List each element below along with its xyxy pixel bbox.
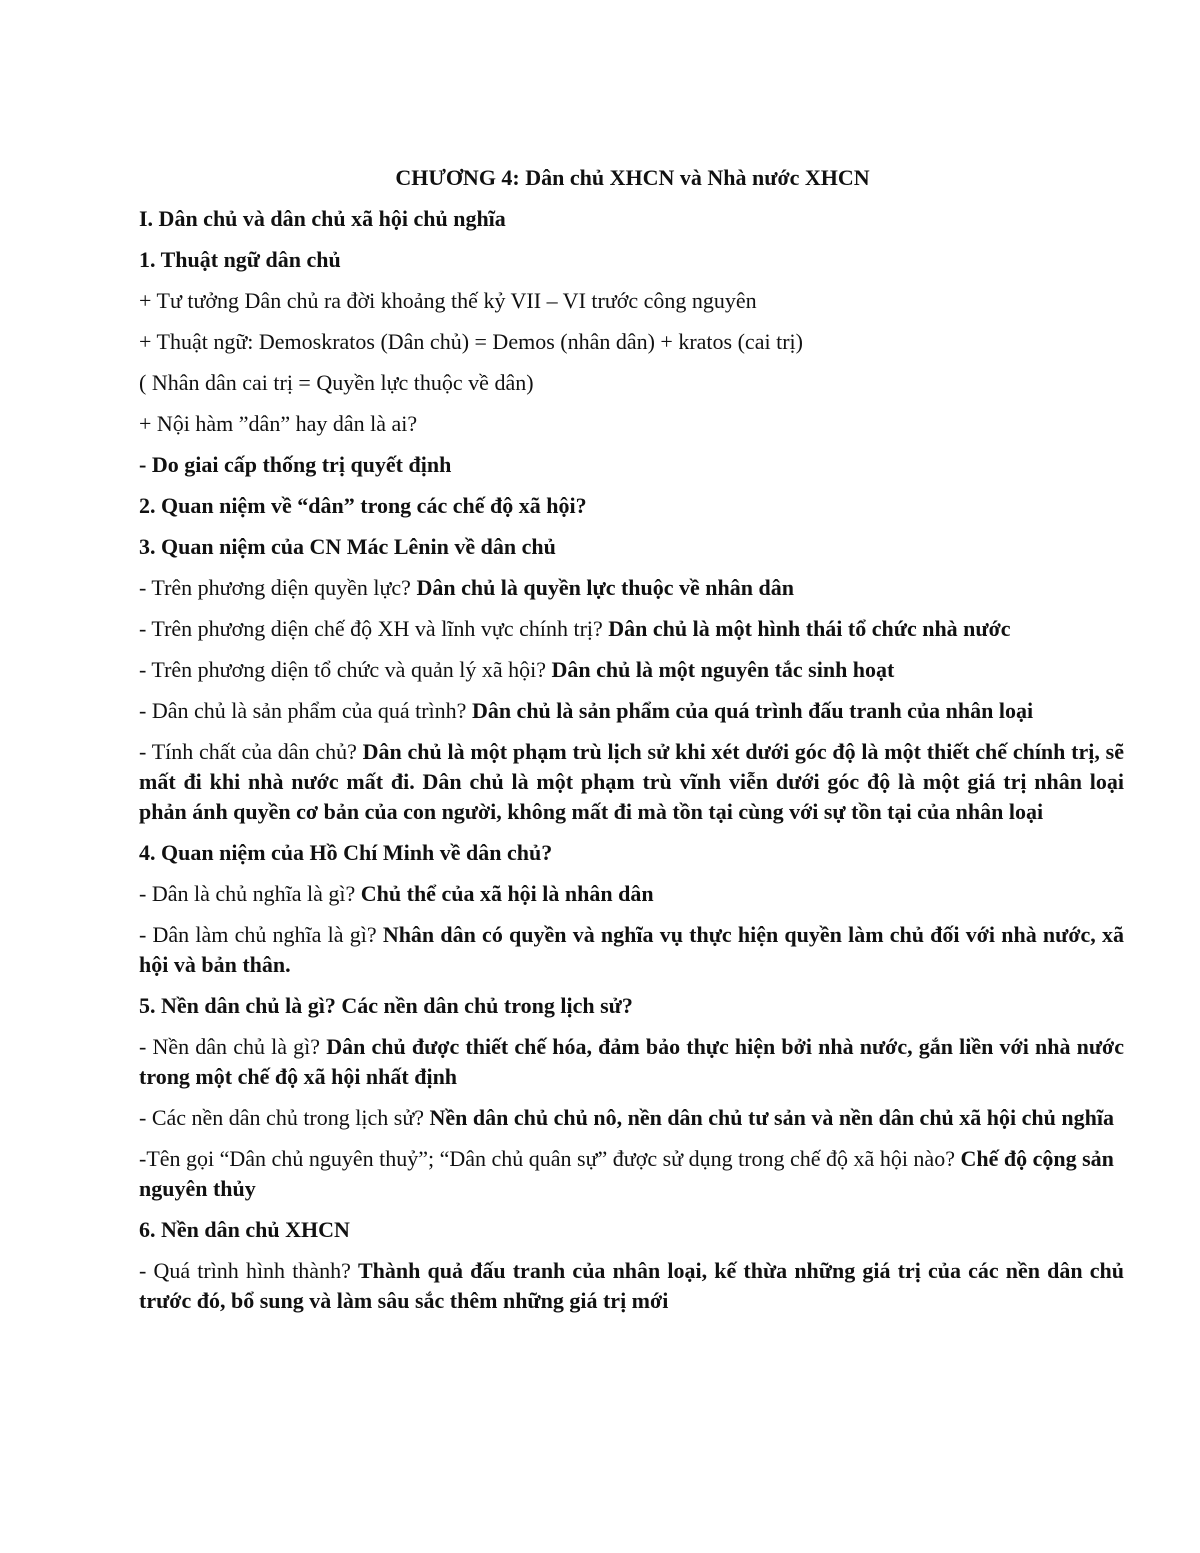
subsection-heading xyxy=(139,532,1124,562)
subsection-heading xyxy=(139,491,1124,521)
qa-paragraph xyxy=(139,879,1124,909)
question-text: - Dân chủ là sản phẩm của quá trình? xyxy=(139,698,472,723)
qa-paragraph xyxy=(139,1144,1124,1204)
paragraph-text: + Thuật ngữ: Demoskratos (Dân chủ) = Demos (nhân dân) + kratos (cai trị) xyxy=(139,329,803,354)
qa-paragraph xyxy=(139,920,1124,980)
paragraph-text: + Nội hàm ”dân” hay dân là ai? xyxy=(139,411,418,436)
answer-text: Dân chủ là sản phẩm của quá trình đấu tranh của nhân loại xyxy=(471,698,1034,723)
chapter-title: CHƯƠNG 4: Dân chủ XHCN và Nhà nước XHCN xyxy=(395,165,870,190)
answer-text: Chủ thể của xã hội là nhân dân xyxy=(360,881,654,906)
answer-text: Nền dân chủ chủ nô, nền dân chủ tư sản và nền dân chủ xã hội chủ nghĩa xyxy=(429,1105,1114,1130)
paragraph-text: + Tư tưởng Dân chủ ra đời khoảng thế kỷ VII – VI trước công nguyên xyxy=(139,288,757,313)
answer-text: Chế độ cộng sản nguyên thủy xyxy=(139,1146,1114,1201)
answer-text: Dân chủ là một nguyên tắc sinh hoạt xyxy=(551,657,895,682)
paragraph xyxy=(139,286,1124,316)
subsection-heading xyxy=(139,245,1124,275)
question-text: - Trên phương diện quyền lực? xyxy=(139,575,417,600)
heading-text: 5. Nền dân chủ là gì? Các nền dân chủ trong lịch sử? xyxy=(139,993,633,1018)
paragraph-text: ( Nhân dân cai trị = Quyền lực thuộc về dân) xyxy=(139,370,534,395)
paragraph xyxy=(139,450,1124,480)
subsection-heading xyxy=(139,1215,1124,1245)
document-body xyxy=(139,163,1124,1327)
question-text: - Các nền dân chủ trong lịch sử? xyxy=(139,1105,430,1130)
paragraph xyxy=(139,409,1124,439)
qa-paragraph xyxy=(139,1032,1124,1092)
qa-paragraph xyxy=(139,737,1124,827)
heading-text: 4. Quan niệm của Hồ Chí Minh về dân chủ? xyxy=(139,840,553,865)
question-text: - Tính chất của dân chủ? xyxy=(139,739,363,764)
subsection-heading xyxy=(139,838,1124,868)
subsection-heading xyxy=(139,991,1124,1021)
question-text: - Dân làm chủ nghĩa là gì? xyxy=(139,922,383,947)
heading-text: 2. Quan niệm về “dân” trong các chế độ xã hội? xyxy=(139,493,587,518)
qa-paragraph xyxy=(139,655,1124,685)
heading-text: 3. Quan niệm của CN Mác Lênin về dân chủ xyxy=(139,534,556,559)
qa-paragraph xyxy=(139,1103,1124,1133)
answer-text: Dân chủ là một phạm trù lịch sử khi xét dưới góc độ là một thiết chế chính trị, sẽ mất đi khi nhà nước mất đi. Dân chủ là một phạm trù vĩnh viễn dưới góc độ là một giá trị nhân loại phản ánh quyền cơ bản của con người, không mất đi mà tồn tại cùng với sự tồn tại của nhân loại xyxy=(139,739,1124,824)
paragraph xyxy=(139,368,1124,398)
section-heading xyxy=(139,204,1124,234)
answer-text: Dân chủ là một hình thái tổ chức nhà nước xyxy=(608,616,1011,641)
question-text: - Nền dân chủ là gì? xyxy=(139,1034,327,1059)
heading-text: I. Dân chủ và dân chủ xã hội chủ nghĩa xyxy=(139,206,506,231)
qa-paragraph xyxy=(139,573,1124,603)
heading-text: 6. Nền dân chủ XHCN xyxy=(139,1217,350,1242)
qa-paragraph xyxy=(139,614,1124,644)
question-text: - Trên phương diện tổ chức và quản lý xã hội? xyxy=(139,657,552,682)
question-text: - Dân là chủ nghĩa là gì? xyxy=(139,881,361,906)
heading-text: 1. Thuật ngữ dân chủ xyxy=(139,247,341,272)
question-text: - Trên phương diện chế độ XH và lĩnh vực chính trị? xyxy=(139,616,609,641)
answer-text: Dân chủ là quyền lực thuộc về nhân dân xyxy=(416,575,794,600)
answer-text: Nhân dân có quyền và nghĩa vụ thực hiện quyền làm chủ đối với nhà nước, xã hội và bản thân. xyxy=(139,922,1124,977)
question-text: - Quá trình hình thành? xyxy=(139,1258,358,1283)
question-text: -Tên gọi “Dân chủ nguyên thuỷ”; “Dân chủ quân sự” được sử dụng trong chế độ xã hội nào? xyxy=(139,1146,961,1171)
qa-paragraph xyxy=(139,1256,1124,1316)
paragraph xyxy=(139,327,1124,357)
qa-paragraph xyxy=(139,696,1124,726)
answer-text: Dân chủ được thiết chế hóa, đảm bảo thực hiện bởi nhà nước, gắn liền với nhà nước trong một chế độ xã hội nhất định xyxy=(139,1034,1125,1089)
answer-text: Thành quả đấu tranh của nhân loại, kế thừa những giá trị của các nền dân chủ trước đó, bổ sung và làm sâu sắc thêm những giá trị mới xyxy=(139,1258,1124,1313)
paragraph-bold-text: - Do giai cấp thống trị quyết định xyxy=(139,452,452,477)
